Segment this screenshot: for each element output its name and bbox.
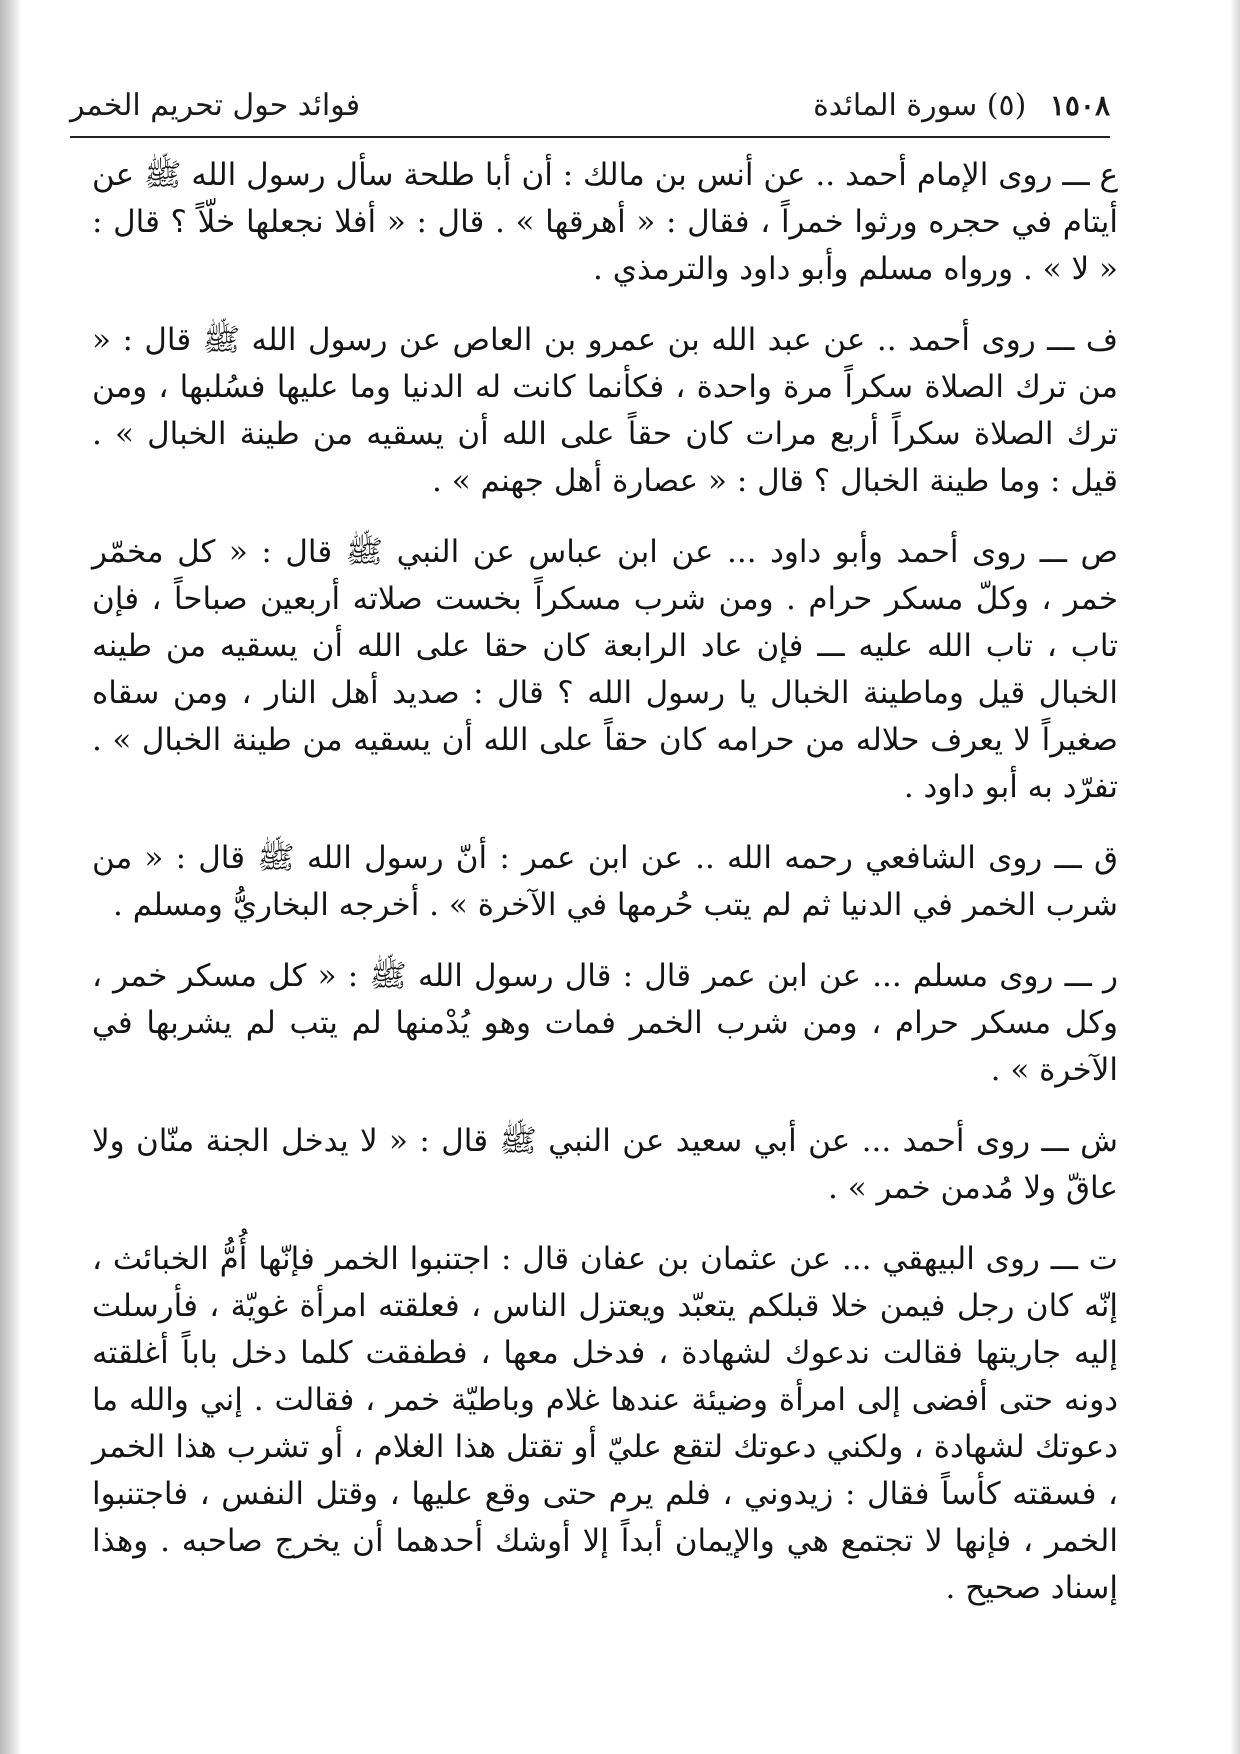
scan-binding-shadow <box>0 0 20 1754</box>
page-body <box>92 152 1118 1612</box>
page-number: ١٥٠٨ <box>1049 89 1110 122</box>
header-page-info <box>813 88 1110 123</box>
hadith-paragraph: ع ـــ روى الإمام أحمد .. عن أنس بن مالك : أن أبا طلحة سأل رسول الله ﷺ عن أيتام في حجره ورثوا خمراً ، فقال : « أهرقها » . قال : « أفلا نجعلها خلّاً ؟ قال : « لا » . ورواه مسلم وأبو داود والترمذي . <box>92 157 1118 287</box>
hadith-paragraph: ص ـــ روى أحمد وأبو داود ... عن ابن عباس عن النبي ﷺ قال : « كل مخمّر خمر ، وكلّ مسكر حرام . ومن شرب مسكراً بخست صلاته أربعين صباحاً ، فإن تاب ، تاب الله عليه ـــ فإن عاد الرابعة كان حقا على الله أن يسقيه من طينه الخبال قيل وماطينة الخبال يا رسول الله ؟ قال : صديد أهل النار ، ومن سقاه صغيراً لا يعرف حلاله من حرامه كان حقاً على الله أن يسقيه من طينة الخبال » . تفرّد به أبو داود . <box>92 534 1118 805</box>
header-divider <box>70 136 1110 138</box>
hadith-paragraph: ش ـــ روى أحمد ... عن أبي سعيد عن النبي ﷺ قال : « لا يدخل الجنة منّان ولا عاقّ ولا مُدمن خمر » . <box>92 1123 1118 1206</box>
hadith-paragraph: ت ـــ روى البيهقي ... عن عثمان بن عفان قال : اجتنبوا الخمر فإنّها أُمُّ الخبائث ، إنّه كان رجل فيمن خلا قبلكم يتعبّد ويعتزل الناس ، فعلقته امرأة غويّة ، فأرسلت إليه جاريتها فقالت ندعوك لشهادة ، فدخل معها ، فطفقت كلما دخل باباً أغلقته دونه حتى أفضى إلى امرأة وضيئة عندها غلام وباطيّة خمر ، فقالت . إني والله ما دعوتك لشهادة ، ولكني دعوتك لتقع عليّ أو تقتل هذا الغلام ، أو تشرب هذا الخمر ، فسقته كأساً فقال : زيدوني ، فلم يرم حتى وقع عليها ، وقتل النفس ، فاجتنبوا الخمر ، فإنها لا تجتمع هي والإيمان أبداً إلا أوشك أحدهما أن يخرج صاحبه . وهذا إسناد صحيح . <box>92 1241 1118 1606</box>
running-header <box>70 82 1110 132</box>
hadith-paragraph: ق ـــ روى الشافعي رحمه الله .. عن ابن عمر : أنّ رسول الله ﷺ قال : « من شرب الخمر في الدنيا ثم لم يتب حُرمها في الآخرة » . أخرجه البخاريُّ ومسلم . <box>92 840 1118 923</box>
hadith-paragraph: ر ـــ روى مسلم ... عن ابن عمر قال : قال رسول الله ﷺ : « كل مسكر خمر ، وكل مسكر حرام ، ومن شرب الخمر فمات وهو يُدْمنها لم يتب لم يشربها في الآخرة » . <box>92 958 1118 1088</box>
section-title: فوائد حول تحريم الخمر <box>70 88 361 123</box>
hadith-paragraph: ف ـــ روى أحمد .. عن عبد الله بن عمرو بن العاص عن رسول الله ﷺ قال : « من ترك الصلاة سكراً مرة واحدة ، فكأنما كانت له الدنيا وما عليها فسُلبها ، ومن ترك الصلاة سكراً أربع مرات كان حقاً على الله أن يسقيه من طينة الخبال » . قيل : وما طينة الخبال ؟ قال : « عصارة أهل جهنم » . <box>92 322 1118 499</box>
scan-page-edge <box>1230 0 1240 1754</box>
surah-name: (٥) سورة المائدة <box>813 88 1027 123</box>
